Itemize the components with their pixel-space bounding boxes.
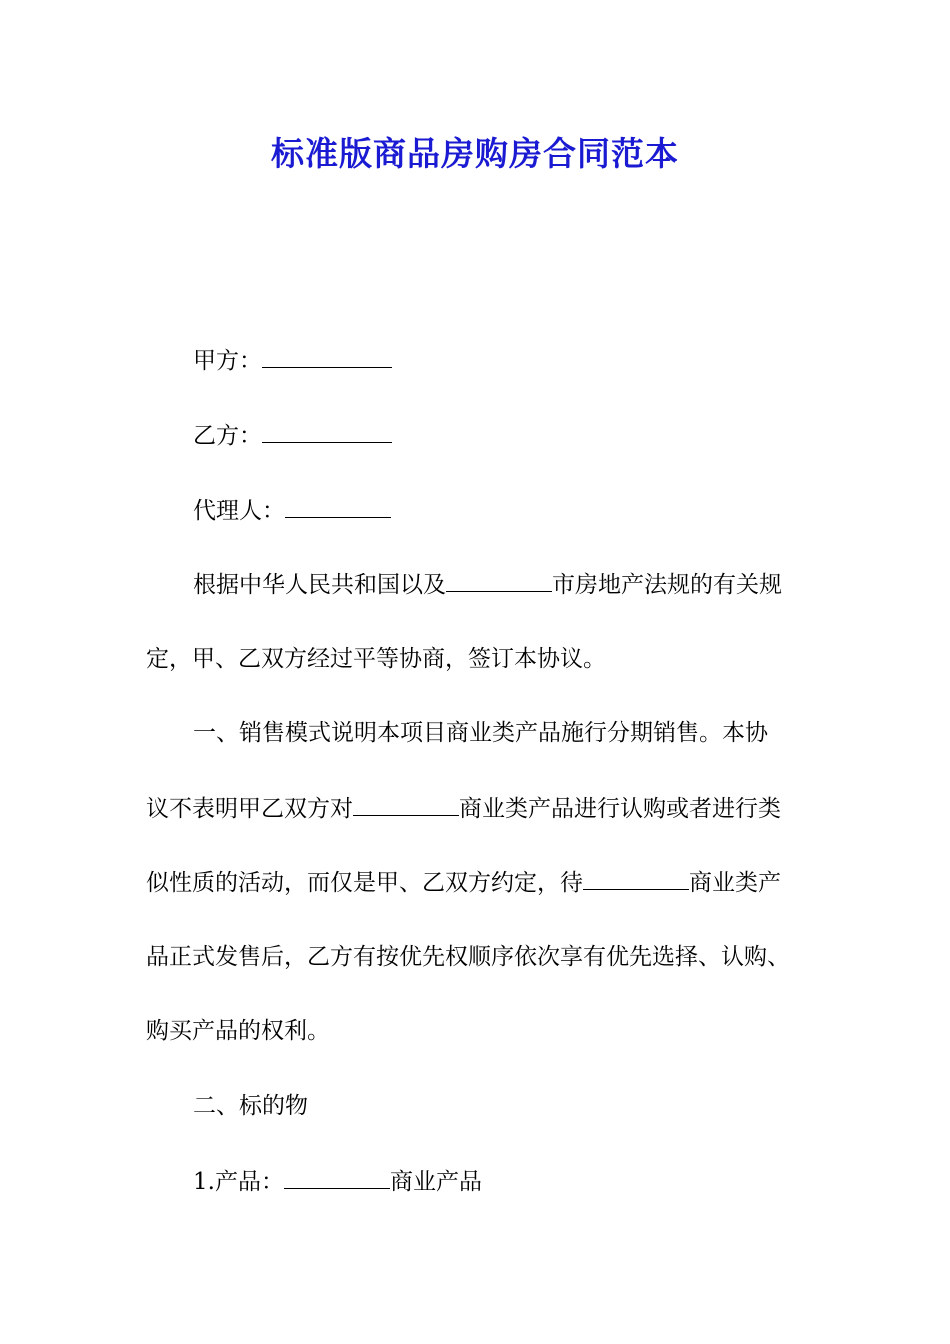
section1-line-5: 购买产品的权利。 xyxy=(146,1018,330,1044)
item1-suffix: 商业产品 xyxy=(389,1169,482,1195)
party-a-label: 甲方： xyxy=(193,348,262,374)
product-blank-2 xyxy=(583,867,689,890)
party-b-blank xyxy=(262,420,392,443)
item1-blank xyxy=(284,1166,390,1189)
party-b-label: 乙方： xyxy=(193,423,262,449)
item1-label: 1.产品： xyxy=(193,1169,284,1195)
section2-item-1 xyxy=(193,1166,482,1197)
section1-line-4: 品正式发售后，乙方有按优先权顺序依次享有优先选择、认购、 xyxy=(146,944,790,970)
preamble-text-b: 市房地产法规的有关规 xyxy=(552,572,782,598)
city-blank xyxy=(446,569,552,592)
agent-blank xyxy=(285,495,391,518)
document-title: 标准版商品房购房合同范本 xyxy=(271,134,679,173)
preamble-line-1 xyxy=(193,569,782,600)
section1-line-2 xyxy=(146,793,781,824)
party-a-blank xyxy=(262,345,392,368)
section1-line-3-text-b: 商业类产 xyxy=(689,870,781,896)
section1-line-3-text-a: 似性质的活动，而仅是甲、乙双方约定，待 xyxy=(146,870,583,896)
section1-line-2-text-b: 商业类产品进行认购或者进行类 xyxy=(459,796,781,822)
section2-heading: 二、标的物 xyxy=(193,1093,308,1119)
product-blank-1 xyxy=(353,793,459,816)
section1-line-1: 一、销售模式说明本项目商业类产品施行分期销售。本协 xyxy=(193,720,768,746)
section1-line-2-text-a: 议不表明甲乙双方对 xyxy=(146,796,353,822)
preamble-line-2: 定，甲、乙双方经过平等协商，签订本协议。 xyxy=(146,646,606,672)
party-b-line xyxy=(193,420,392,451)
preamble-text-a: 根据中华人民共和国以及 xyxy=(193,572,446,598)
agent-label: 代理人： xyxy=(193,498,285,524)
section1-line-3 xyxy=(146,867,781,898)
agent-line xyxy=(193,495,391,526)
party-a-line xyxy=(193,345,392,376)
